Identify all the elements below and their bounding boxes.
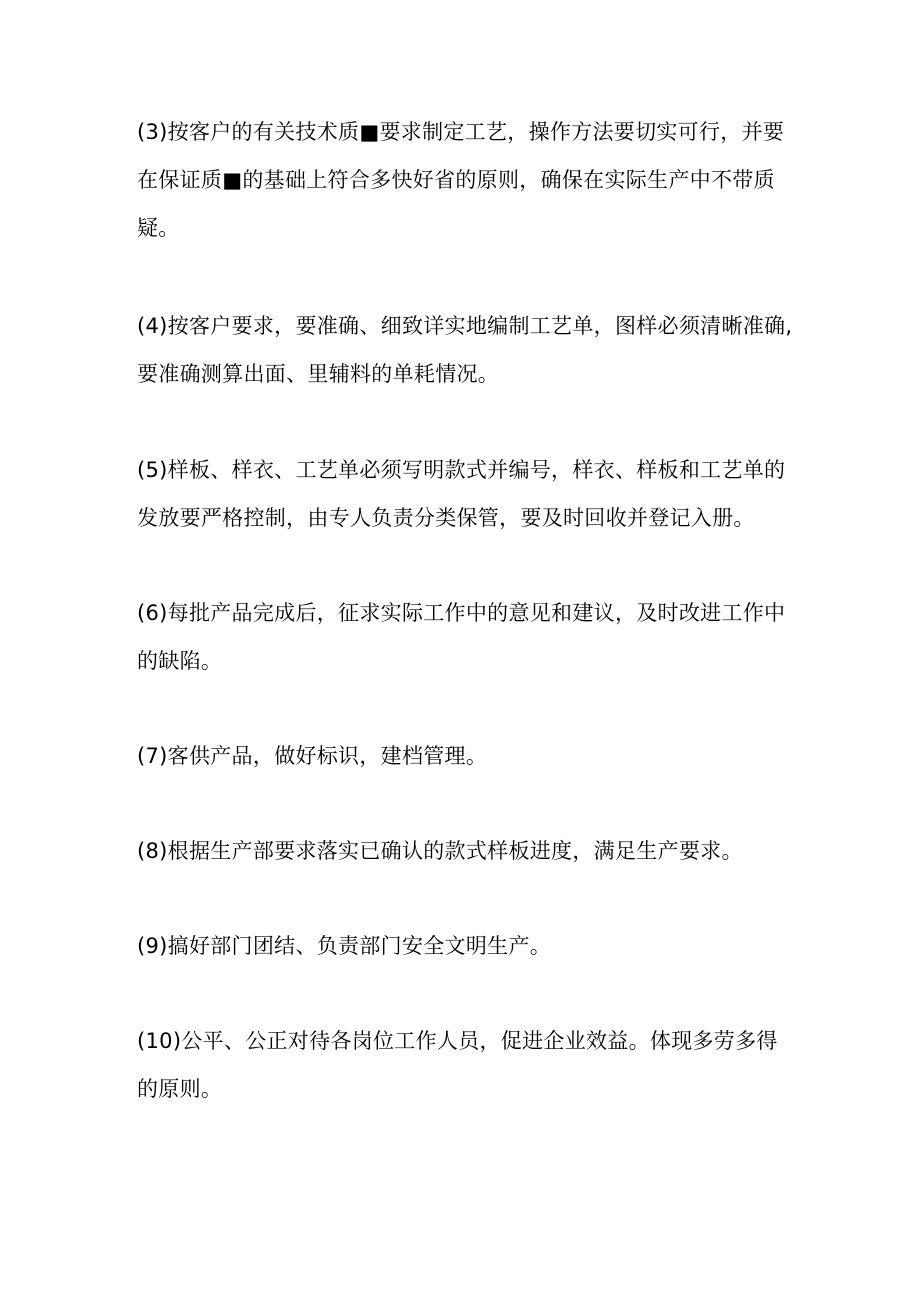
item-7-line-1: (7)客供产品，做好标识，建档管理。 <box>137 744 488 768</box>
item-6-line-1: (6)每批产品完成后，征求实际工作中的意见和建议，及时改进工作中 <box>137 601 786 625</box>
item-5-line-1: (5)样板、样衣、工艺单必须写明款式并编号，样衣、样板和工艺单的 <box>137 458 786 482</box>
item-8-line-1: (8)根据生产部要求落实已确认的款式样板进度，满足生产要求。 <box>137 839 743 863</box>
item-4-line-2: 要准确测算出面、里辅料的单耗情况。 <box>137 362 500 386</box>
item-9-line-1: (9)搞好部门团结、负责部门安全文明生产。 <box>137 934 552 958</box>
item-3-line-1: (3)按客户的有关技术质■要求制定工艺，操作方法要切实可行，并要 <box>137 120 785 144</box>
item-3-line-2: 在保证质■的基础上符合多快好省的原则，确保在实际生产中不带质 <box>137 168 775 192</box>
item-6-line-2: 的缺陷。 <box>137 649 223 673</box>
item-5-line-2: 发放要严格控制，由专人负责分类保管，要及时回收并登记入册。 <box>137 506 755 530</box>
item-10-line-2: 的原则。 <box>137 1077 223 1101</box>
item-3-line-3: 疑。 <box>137 216 180 240</box>
item-4-line-1: (4)按客户要求，要准确、细致详实地编制工艺单，图样必须清晰准确, <box>137 314 793 338</box>
item-10-line-1: (10)公平、公正对待各岗位工作人员，促进企业效益。体现多劳多得 <box>137 1029 778 1053</box>
